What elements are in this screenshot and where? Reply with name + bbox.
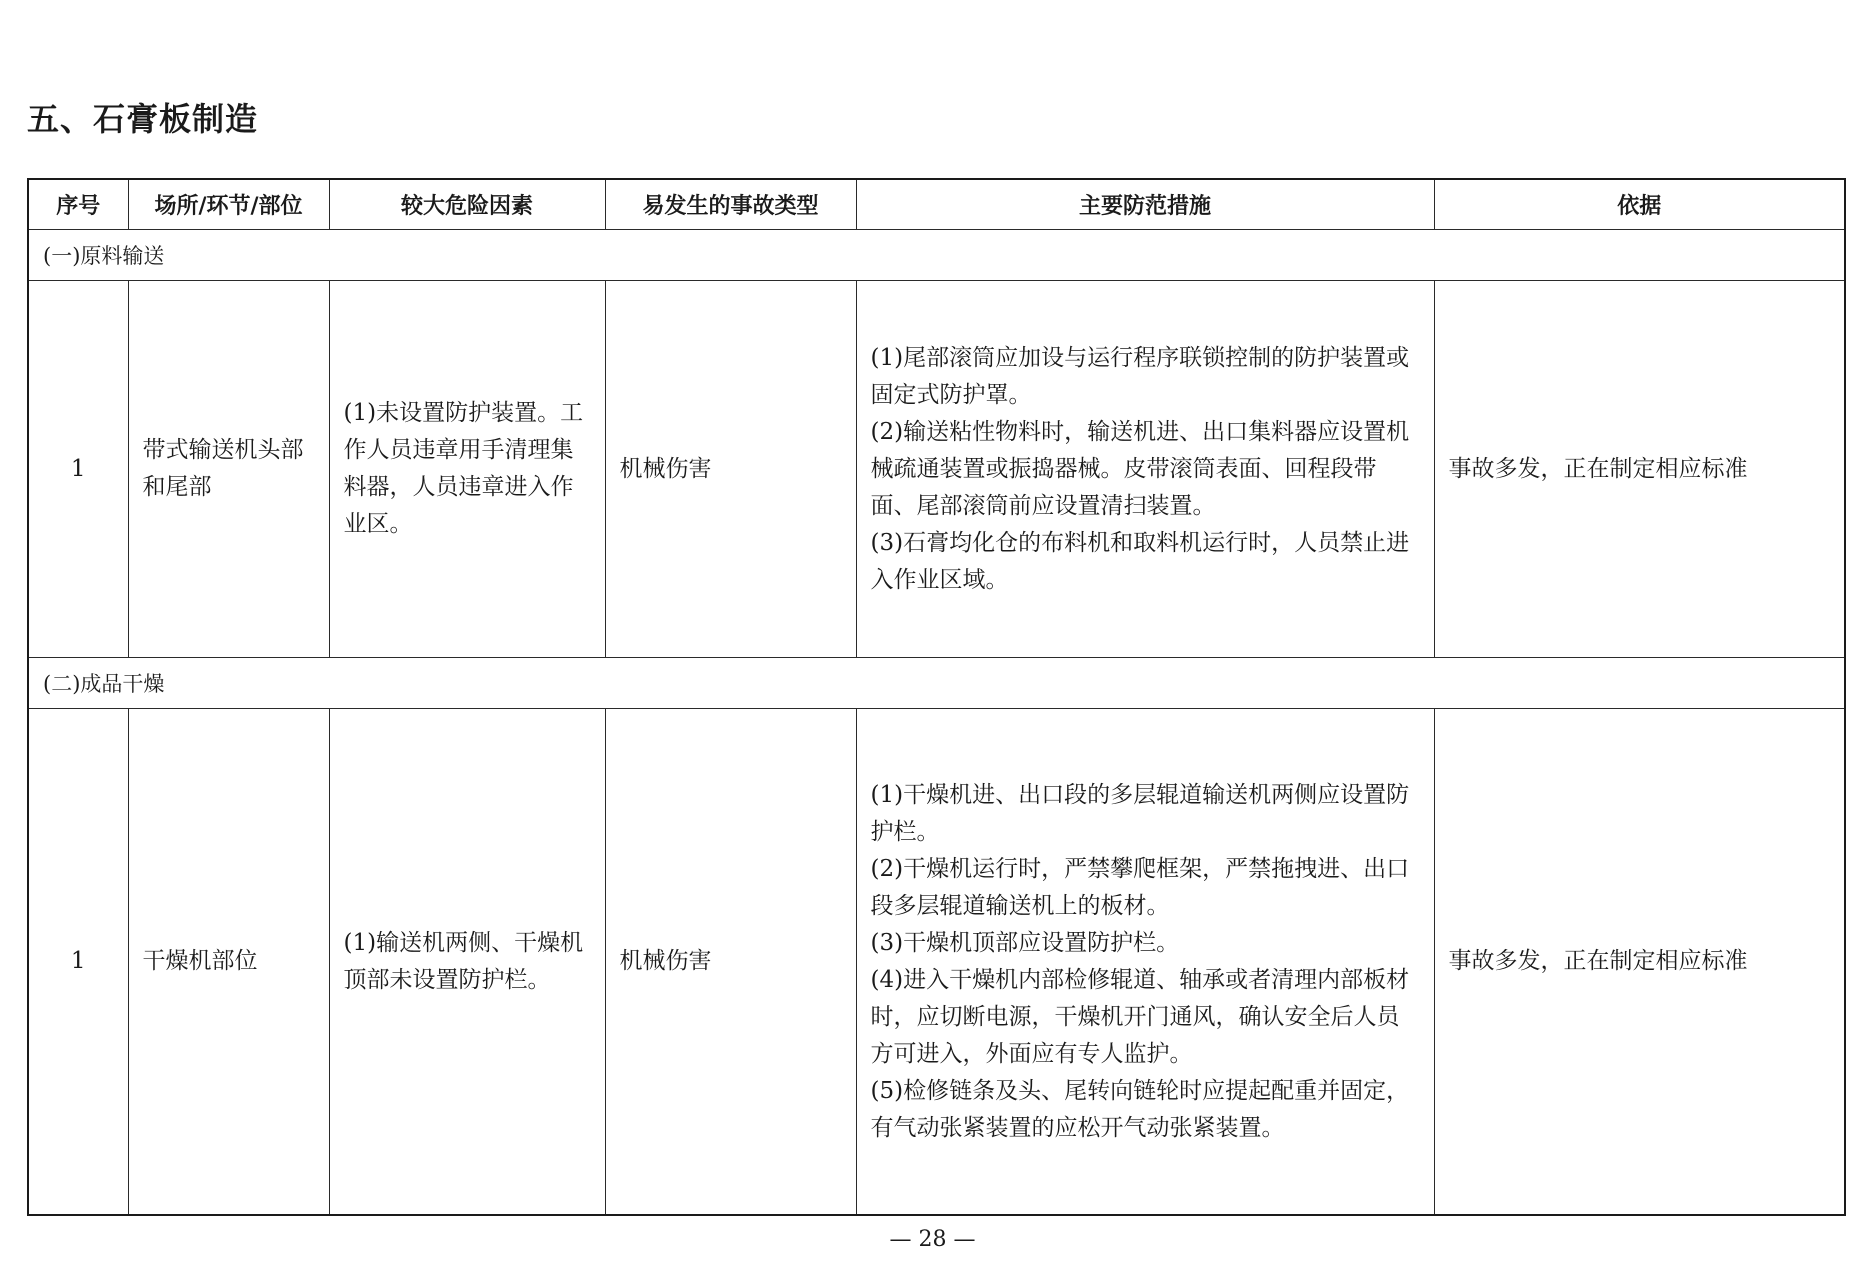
row-number: 1 [28, 281, 128, 658]
measure-item: (1)尾部滚筒应加设与运行程序联锁控制的防护装置或固定式防护罩。 [870, 344, 1410, 408]
risk-table [27, 178, 1846, 1216]
row-basis: 事故多发，正在制定相应标准 [1434, 281, 1845, 658]
header-no: 序号 [28, 179, 128, 230]
section-title: 五、石膏板制造 [27, 100, 259, 138]
page-number: — 28 — [889, 1227, 976, 1252]
row-basis: 事故多发，正在制定相应标准 [1434, 709, 1845, 1216]
group-row [28, 230, 1845, 281]
row-hazard: (1)未设置防护装置。工作人员违章用手清理集料器，人员违章进入作业区。 [329, 281, 605, 658]
row-place: 干燥机部位 [128, 709, 329, 1216]
row-hazard: (1)输送机两侧、干燥机顶部未设置防护栏。 [329, 709, 605, 1216]
table-header-row [28, 179, 1845, 230]
group-label: (一)原料输送 [28, 230, 1845, 281]
header-basis: 依据 [1434, 179, 1845, 230]
measure-item: (2)干燥机运行时，严禁攀爬框架，严禁拖拽进、出口段多层辊道输送机上的板材。 [870, 855, 1410, 919]
group-row [28, 658, 1845, 709]
header-accident-type: 易发生的事故类型 [605, 179, 856, 230]
measure-item: (3)石膏均化仓的布料机和取料机运行时，人员禁止进入作业区域。 [870, 529, 1410, 593]
row-accident-type: 机械伤害 [605, 709, 856, 1216]
row-measures [856, 709, 1434, 1216]
row-place: 带式输送机头部和尾部 [128, 281, 329, 658]
group-label: (二)成品干燥 [28, 658, 1845, 709]
measure-item: (5)检修链条及头、尾转向链轮时应提起配重并固定，有气动张紧装置的应松开气动张紧装置。 [870, 1077, 1410, 1141]
header-measures: 主要防范措施 [856, 179, 1434, 230]
measure-item: (3)干燥机顶部应设置防护栏。 [870, 929, 1180, 956]
header-place: 场所/环节/部位 [128, 179, 329, 230]
table-row [28, 281, 1845, 658]
measure-item: (1)干燥机进、出口段的多层辊道输送机两侧应设置防护栏。 [870, 781, 1410, 845]
row-accident-type: 机械伤害 [605, 281, 856, 658]
row-measures [856, 281, 1434, 658]
row-number: 1 [28, 709, 128, 1216]
measure-item: (2)输送粘性物料时，输送机进、出口集料器应设置机械疏通装置或振捣器械。皮带滚筒表面、回程段带面、尾部滚筒前应设置清扫装置。 [870, 418, 1410, 519]
header-hazard: 较大危险因素 [329, 179, 605, 230]
measure-item: (4)进入干燥机内部检修辊道、轴承或者清理内部板材时，应切断电源，干燥机开门通风，确认安全后人员方可进入，外面应有专人监护。 [870, 966, 1410, 1067]
table-row [28, 709, 1845, 1216]
